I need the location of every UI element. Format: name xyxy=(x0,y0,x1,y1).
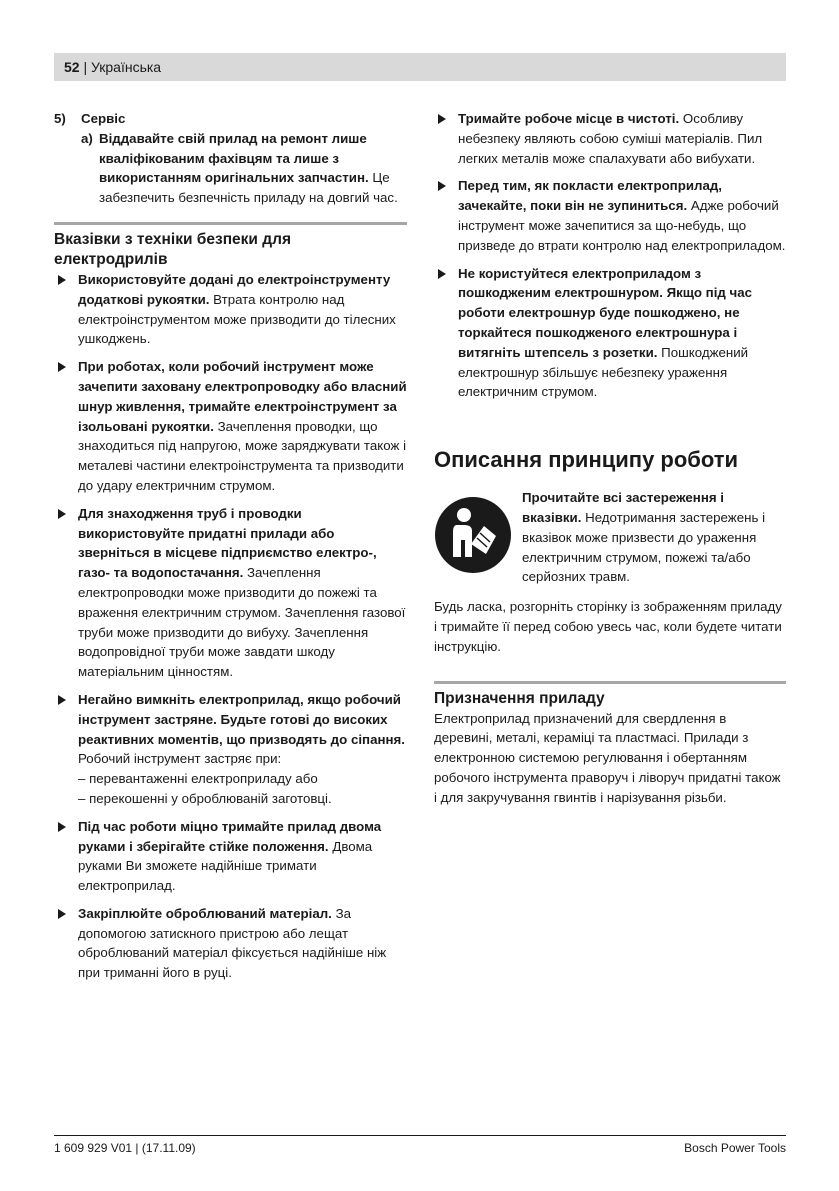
warning-text: Недотримання застережень і вказівок може призвести до ураження електричним струмом, пожежі та/або серйозних травм. xyxy=(522,509,766,585)
safety-section-title: Вказівки з техніки безпеки для електродрилів xyxy=(54,222,407,270)
page-header xyxy=(54,53,786,81)
bullet-bold: Перед тим, як покласти електроприлад, зачекайте, поки він не зупиниться. xyxy=(458,178,722,214)
bullet-bold: Тримайте робоче місце в чистоті. xyxy=(458,111,680,126)
right-column xyxy=(434,109,786,808)
bullet-text: Втрата контролю над електроінструментом може призводити до тілесних ушкоджень. xyxy=(78,291,396,347)
footer-divider xyxy=(54,1135,786,1136)
bullet-item xyxy=(54,357,407,496)
left-column xyxy=(54,109,407,991)
bullet-item xyxy=(54,817,407,896)
workplace-bullet-list xyxy=(434,109,786,402)
bullet-bold: Закріплюйте оброблюваний матеріал. xyxy=(78,905,332,921)
warning-bold: Прочитайте всі застереження і вказівки. xyxy=(522,490,725,525)
bullet-item xyxy=(434,264,786,403)
jam-cause-item: – перекошенні у оброблюваній заготовці. xyxy=(78,790,332,806)
bullet-text: Зачеплення проводки, що знаходиться під напругою, може заряджувати також і металеві частини електроінструмента та призводити до удару електричним струмом. xyxy=(78,418,407,493)
bullet-text: Робочий інструмент застряє при: xyxy=(78,751,282,767)
bullet-text: Пошкоджений електрошнур збільшує небезпеку ураження електричним струмом. xyxy=(458,344,749,400)
unfold-instruction: Будь ласка, розгорніть сторінку із зображенням приладу і тримайте її перед собою увесь час, коли будете читати інструкцію. xyxy=(434,599,782,654)
bullet-bold: Негайно вимкніть електроприлад, якщо робочий інструмент застряне. Будьте готові до високих реактивних моментів, що призводять до сіпання. xyxy=(78,691,405,747)
service-item-bold: Віддавайте свій прилад на ремонт лише кваліфікованим фахівцям та лише з використанням оригінальних запчастин. xyxy=(99,130,369,186)
bullet-item xyxy=(54,270,407,349)
service-title: Сервіс xyxy=(81,111,126,126)
header-separator: | xyxy=(79,59,91,75)
service-item-letter: a) xyxy=(81,130,93,146)
bullet-bold: Використовуйте додані до електроінструменту додаткові рукоятки. xyxy=(78,271,391,307)
bullet-item xyxy=(434,109,786,168)
bullet-text: Зачеплення електропроводки може призводити до пожежі та враження електричним струмом. Зачеплення газової труби може призводити до вибуху. Зачеплення водопровідної труби може завдати шкоду матеріальним цінностям. xyxy=(78,565,406,680)
header-language: Українська xyxy=(91,59,162,75)
footer-brand: Bosch Power Tools xyxy=(684,1141,786,1155)
bullet-bold: Для знаходження труб і проводки використовуйте придатні прилади або зверніться в місцеве підприємство електро-, газо- та водопостачання. xyxy=(78,505,377,581)
safety-bullet-list xyxy=(54,270,407,983)
jam-cause-item: – перевантаженні електроприладу або xyxy=(78,771,318,787)
bullet-bold: При роботах, коли робочий інструмент може зачепити заховану електропроводку або власний шнур живлення, тримайте електроінструмент за ізольовані рукоятки. xyxy=(78,359,407,434)
read-manual-icon xyxy=(434,488,522,587)
service-heading xyxy=(54,109,407,129)
bullet-bold: Не користуйтеся електроприладом з пошкодженим електрошнуром. Якщо під час роботи електрошнур буде пошкоджено, не торкайтеся пошкодженого електрошнура і витягніть штепсель з розетки. xyxy=(458,265,753,360)
service-item-text: Це забезпечить безпечність приладу на довгий час. xyxy=(99,170,398,206)
bullet-text: За допомогою затискного пристрою або лещат оброблюваний матеріал фіксується надійніше ніж при триманні його в руці. xyxy=(78,905,387,981)
bullet-item xyxy=(54,904,407,983)
warning-text-block xyxy=(522,488,786,587)
bullet-item xyxy=(54,690,407,809)
purpose-section-title: Призначення приладу xyxy=(434,681,786,709)
bullet-text: Адже робочий інструмент може зачепитися за що-небудь, що призведе до втрати контролю над електроприладом. xyxy=(458,198,786,253)
warning-block xyxy=(434,488,786,587)
bullet-text: Двома руками Ви зможете надійніше тримати електроприлад. xyxy=(78,838,373,894)
footer-doc-id: 1 609 929 V01 | (17.11.09) xyxy=(54,1141,196,1155)
purpose-text: Електроприлад призначений для свердлення в деревині, металі, кераміці та пластмасі. Прилади з електронною системою регулювання і обертанням робочого інструмента праворуч і ліворуч придатні також і для закручування гвинтів і нарізування різьби. xyxy=(434,710,781,805)
bullet-item xyxy=(434,176,786,255)
service-item xyxy=(81,129,407,208)
page-number: 52 xyxy=(64,59,80,75)
bullet-item xyxy=(54,504,407,682)
description-title: Описання принципу роботи xyxy=(434,447,739,473)
bullet-bold: Під час роботи міцно тримайте прилад двома руками і зберігайте стійке положення. xyxy=(78,818,382,854)
service-number: 5) xyxy=(54,111,66,126)
bullet-text: Особливу небезпеку являють собою суміші матеріалів. Пил легких металів може спалахувати або вибухати. xyxy=(458,111,763,166)
